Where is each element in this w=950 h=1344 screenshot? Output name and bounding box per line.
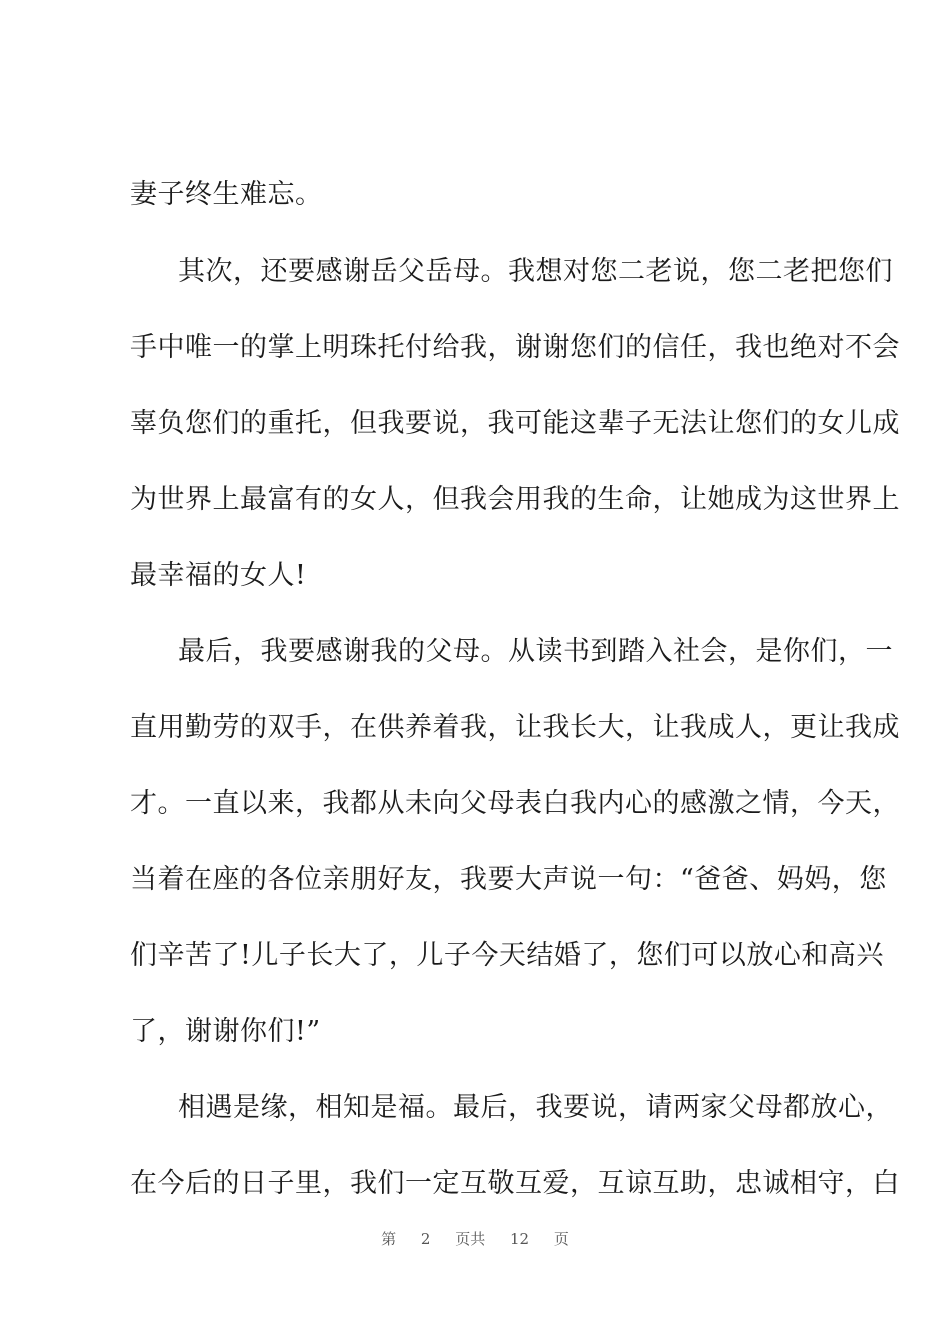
text-line: 直用勤劳的双手，在供养着我，让我长大，让我成人，更让我成 — [130, 712, 900, 743]
text-line: 才。一直以来，我都从未向父母表白我内心的感激之情，今天， — [130, 788, 900, 819]
footer-suffix: 页 — [553, 1230, 569, 1248]
text-line: 们辛苦了!儿子长大了，儿子今天结婚了，您们可以放心和高兴 — [130, 940, 884, 971]
text-line: 最后，我要感谢我的父母。从读书到踏入社会，是你们，一 — [178, 636, 893, 667]
footer-total-pages: 12 — [510, 1230, 530, 1248]
text-line: 为世界上最富有的女人，但我会用我的生命，让她成为这世界上 — [130, 484, 900, 515]
text-line: 其次，还要感谢岳父岳母。我想对您二老说，您二老把您们 — [178, 256, 893, 287]
text-line: 在今后的日子里，我们一定互敬互爱，互谅互助，忠诚相守，白 — [130, 1168, 900, 1199]
text-line: 了，谢谢你们!” — [130, 1016, 321, 1047]
text-line: 手中唯一的掌上明珠托付给我，谢谢您们的信任，我也绝对不会 — [130, 332, 900, 363]
footer-middle: 页共 — [455, 1230, 486, 1248]
text-line: 相遇是缘，相知是福。最后，我要说，请两家父母都放心， — [178, 1092, 893, 1123]
footer-page-number: 2 — [420, 1230, 431, 1248]
text-line: 辜负您们的重托，但我要说，我可能这辈子无法让您们的女儿成 — [130, 408, 900, 439]
text-line: 妻子终生难忘。 — [130, 179, 323, 210]
text-line: 当着在座的各位亲朋好友，我要大声说一句：“爸爸、妈妈，您 — [130, 864, 887, 895]
page-footer — [0, 1228, 950, 1249]
text-line: 最幸福的女人! — [130, 560, 307, 591]
footer-prefix: 第 — [381, 1230, 397, 1248]
